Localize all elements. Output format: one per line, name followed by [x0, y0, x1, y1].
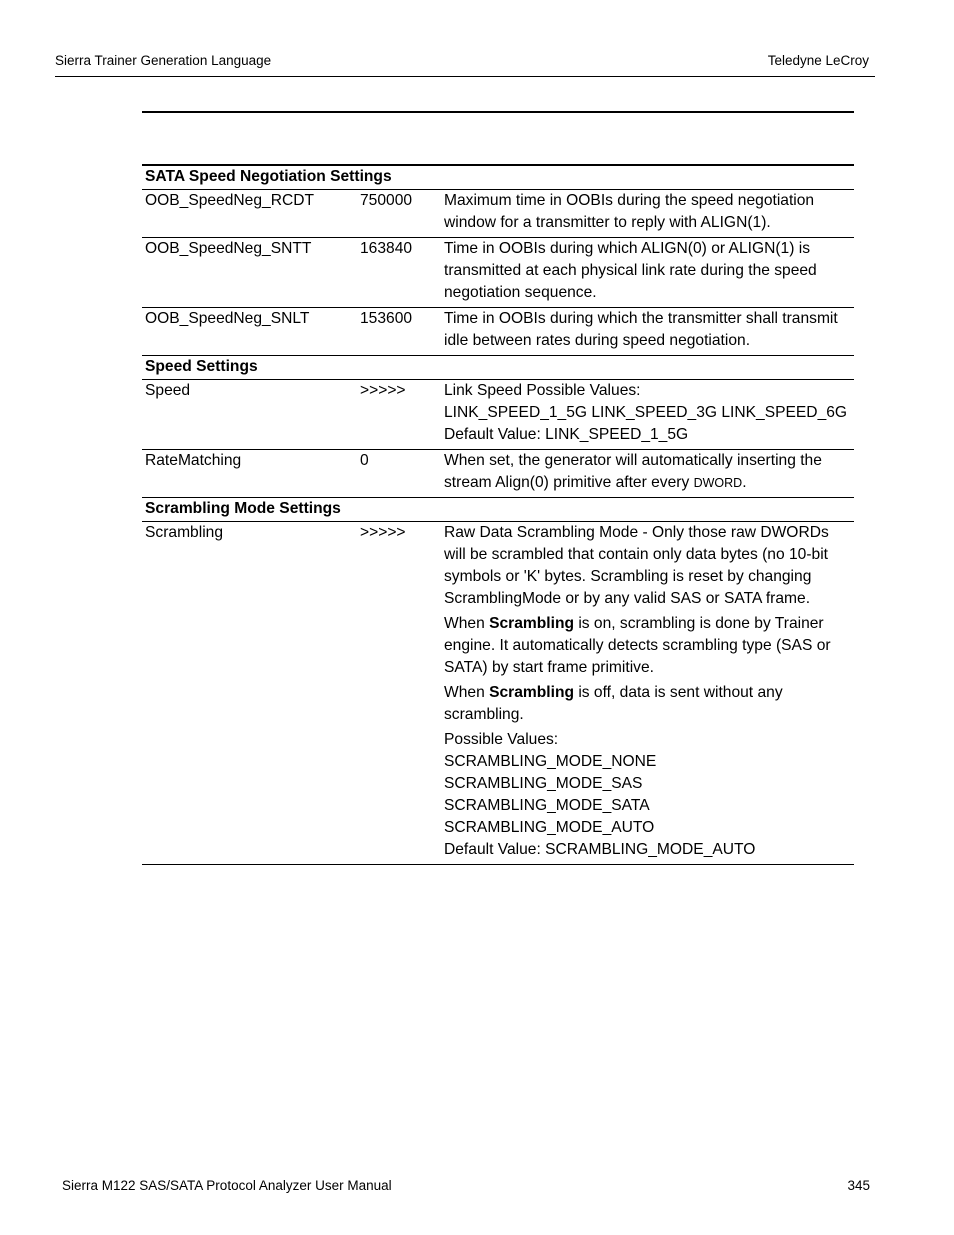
possible-values-label: Possible Values:	[444, 731, 559, 748]
section-title: Speed Settings	[145, 358, 258, 375]
settings-table	[142, 164, 854, 865]
possible-values-block	[444, 729, 854, 861]
description-text: .	[742, 474, 747, 491]
description-line: Link Speed Possible Values:	[444, 382, 641, 399]
bold-term: Scrambling	[489, 684, 574, 701]
setting-name: OOB_SpeedNeg_SNLT	[145, 310, 310, 327]
setting-description: Time in OOBIs during which ALIGN(0) or ALIGN(1) is transmitted at each physical link rate during the speed negotiation sequence.	[444, 240, 817, 301]
section-header-sata	[142, 166, 854, 190]
section-header-speed	[142, 356, 854, 380]
description-paragraph: Raw Data Scrambling Mode - Only those raw DWORDs will be scrambled that contain only data bytes (no 10-bit symbols or 'K' bytes. Scrambling is reset by changing ScramblingMode or by any valid SAS or SATA frame.	[444, 524, 829, 607]
setting-value: 750000	[360, 192, 413, 209]
possible-value: SCRAMBLING_MODE_SATA	[444, 797, 650, 814]
default-value: Default Value: SCRAMBLING_MODE_AUTO	[444, 841, 756, 858]
setting-value: 153600	[360, 310, 413, 327]
small-caps-term: DWORD	[693, 476, 743, 490]
description-paragraph	[444, 613, 854, 679]
possible-value: SCRAMBLING_MODE_NONE	[444, 753, 657, 770]
setting-description	[444, 522, 854, 861]
description-line: Default Value: LINK_SPEED_1_5G	[444, 426, 689, 443]
description-paragraph	[444, 682, 854, 726]
running-header-title: Sierra Trainer Generation Language	[55, 53, 272, 68]
setting-name: Speed	[145, 382, 191, 399]
table-row	[142, 308, 854, 356]
table-row	[142, 450, 854, 498]
setting-value: >>>>>	[360, 382, 406, 399]
setting-description: Time in OOBIs during which the transmitter shall transmit idle between rates during speed negotiation.	[444, 310, 838, 349]
running-header-company: Teledyne LeCroy	[767, 53, 869, 68]
setting-description	[444, 450, 854, 494]
setting-name: RateMatching	[145, 452, 242, 469]
section-title: Scrambling Mode Settings	[145, 500, 341, 517]
description-text: is off, data is sent without any scrambling.	[444, 684, 783, 723]
setting-name: Scrambling	[145, 524, 223, 541]
setting-name: OOB_SpeedNeg_SNTT	[145, 240, 312, 257]
table-row	[142, 522, 854, 865]
footer-manual-title: Sierra M122 SAS/SATA Protocol Analyzer User Manual	[62, 1178, 392, 1193]
table-row	[142, 190, 854, 238]
table-row	[142, 238, 854, 308]
table-row	[142, 380, 854, 450]
description-text: When	[444, 615, 490, 632]
setting-value: 163840	[360, 240, 413, 257]
bold-term: Scrambling	[489, 615, 574, 632]
possible-value: SCRAMBLING_MODE_AUTO	[444, 819, 655, 836]
description-line: LINK_SPEED_1_5G LINK_SPEED_3G LINK_SPEED_6G	[444, 404, 848, 421]
setting-description: Maximum time in OOBIs during the speed negotiation window for a transmitter to reply with ALIGN(1).	[444, 192, 815, 231]
setting-name: OOB_SpeedNeg_RCDT	[145, 192, 315, 209]
page-number: 345	[847, 1178, 870, 1193]
setting-value: 0	[360, 452, 369, 469]
description-text: When	[444, 684, 490, 701]
description-text: When set, the generator will automatically inserting the stream Align(0) primitive after every	[444, 452, 822, 491]
section-header-scrambling	[142, 498, 854, 522]
header-divider	[55, 76, 875, 77]
possible-value: SCRAMBLING_MODE_SAS	[444, 775, 643, 792]
setting-value: >>>>>	[360, 524, 406, 541]
table-top-rule	[142, 111, 854, 113]
setting-description	[444, 380, 854, 446]
section-title: SATA Speed Negotiation Settings	[145, 168, 392, 185]
description-text: is on, scrambling is done by Trainer engine. It automatically detects scrambling type (SAS or SATA) by start frame primitive.	[444, 615, 831, 676]
